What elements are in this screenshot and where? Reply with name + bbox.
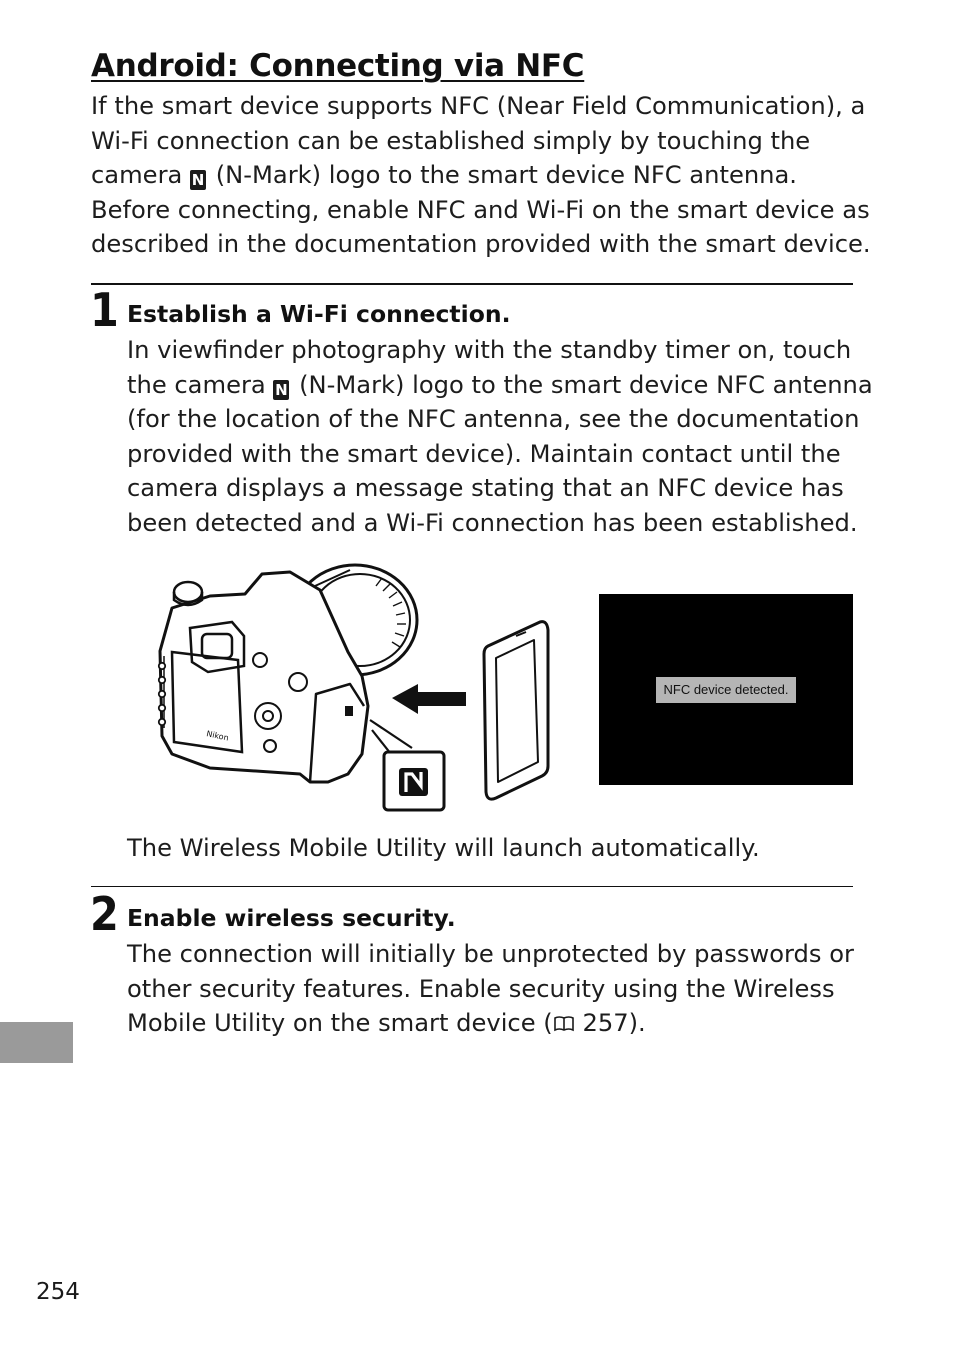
step-line-rest: (N-Mark) logo to the smart device NFC antenna (299, 370, 873, 399)
n-mark-icon: N (191, 171, 205, 190)
arrow-icon (392, 684, 466, 714)
step-line: other security features. Enable security using the Wireless (127, 974, 835, 1003)
page-title: Android: Connecting via NFC (91, 48, 585, 84)
step-body (127, 937, 854, 1041)
intro-line: Before connecting, enable NFC and Wi-Fi on the smart device as (91, 195, 870, 224)
intro-line-prefix: camera (91, 161, 183, 190)
step-line: provided with the smart device). Maintain contact until the (127, 439, 841, 468)
mode-dial (174, 582, 202, 605)
page-reference: 257). (582, 1009, 646, 1038)
nfc-detected-message: NFC device detected. (656, 677, 796, 703)
step-line: (for the location of the NFC antenna, see the documentation (127, 405, 860, 434)
step-divider (91, 886, 853, 887)
intro-line (91, 158, 871, 193)
step-line: camera displays a message stating that an NFC device has (127, 474, 844, 503)
viewfinder-eyecup (190, 622, 244, 672)
book-reference-icon (553, 1015, 575, 1033)
step-line (127, 368, 873, 403)
camera-phone-illustration (150, 556, 560, 818)
step-line: In viewfinder photography with the standby timer on, touch (127, 336, 852, 364)
step-line (127, 1006, 854, 1041)
step-line: been detected and a Wi-Fi connection has been established. (127, 508, 858, 537)
step-line-text: Mobile Utility on the smart device ( (127, 1009, 553, 1038)
step-divider (91, 283, 853, 285)
intro-line: described in the documentation provided with the smart device. (91, 230, 871, 259)
intro-line: If the smart device supports NFC (Near Field Communication), a (91, 92, 866, 120)
step-line: The connection will initially be unprotected by passwords or (127, 940, 854, 968)
camera-monitor-screen (599, 594, 853, 785)
page-number: 254 (36, 1279, 80, 1305)
step-line-prefix: the camera (127, 370, 266, 399)
smartphone (484, 622, 548, 799)
camera-nfc-spot (345, 706, 353, 716)
n-mark-icon: N (275, 380, 288, 399)
step-heading: Establish a Wi-Fi connection. (127, 300, 511, 328)
section-side-tab (0, 1022, 73, 1063)
intro-line-rest: (N-Mark) logo to the smart device NFC antenna. (215, 161, 797, 190)
launch-note: The Wireless Mobile Utility will launch automatically. (127, 834, 760, 862)
step-number: 2 (90, 887, 119, 941)
n-mark-callout (370, 720, 444, 810)
step-heading: Enable wireless security. (127, 904, 456, 932)
intro-paragraph (91, 89, 871, 262)
step-number: 1 (90, 283, 119, 337)
step-body (127, 333, 873, 541)
intro-line: Wi-Fi connection can be established simply by touching the (91, 126, 811, 155)
camera-brand-label: Nikon (205, 729, 230, 743)
